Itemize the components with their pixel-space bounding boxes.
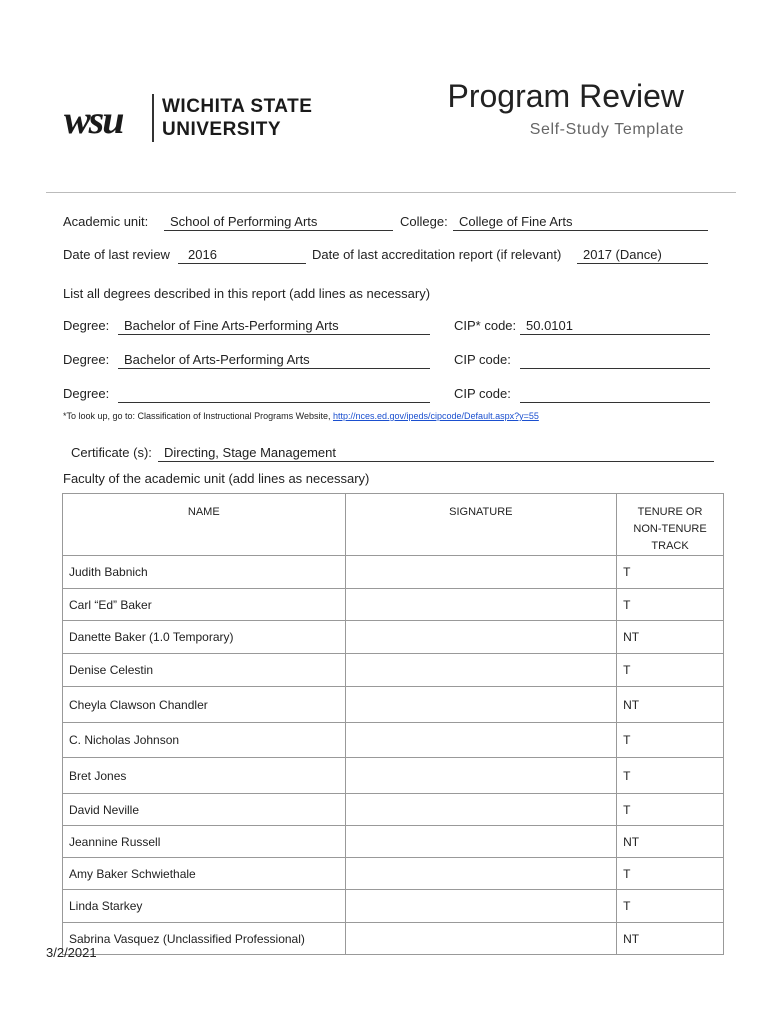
degree-field[interactable] (118, 386, 430, 403)
table-row (63, 654, 724, 687)
accreditation-field[interactable]: 2017 (Dance) (577, 247, 708, 264)
faculty-name: Carl “Ed” Baker (63, 589, 346, 621)
track-cell: T (617, 758, 724, 794)
track-cell: T (617, 589, 724, 621)
faculty-name: Judith Babnich (63, 556, 346, 589)
track-cell: T (617, 858, 724, 890)
logo-divider (152, 94, 154, 142)
faculty-name: Danette Baker (1.0 Temporary) (63, 621, 346, 654)
footer-date: 3/2/2021 (46, 945, 97, 960)
signature-cell[interactable] (345, 826, 617, 858)
track-cell: T (617, 723, 724, 758)
table-row (63, 723, 724, 758)
faculty-name: Denise Celestin (63, 654, 346, 687)
table-row (63, 687, 724, 723)
signature-cell[interactable] (345, 654, 617, 687)
track-cell: NT (617, 923, 724, 955)
signature-cell[interactable] (345, 723, 617, 758)
column-header-signature: SIGNATURE (345, 494, 617, 556)
table-header-row (63, 494, 724, 556)
signature-cell[interactable] (345, 621, 617, 654)
signature-cell[interactable] (345, 890, 617, 923)
faculty-name: David Neville (63, 794, 346, 826)
header-divider (46, 192, 736, 193)
signature-cell[interactable] (345, 758, 617, 794)
page-title: Program Review (447, 78, 684, 114)
college-label: College: (400, 214, 448, 229)
table-row (63, 858, 724, 890)
track-cell: NT (617, 687, 724, 723)
table-row (63, 923, 724, 955)
academic-unit-field[interactable]: School of Performing Arts (164, 214, 393, 231)
logo-line-2: UNIVERSITY (162, 119, 282, 140)
certificate-field[interactable]: Directing, Stage Management (158, 445, 714, 462)
track-cell: T (617, 794, 724, 826)
faculty-name: Bret Jones (63, 758, 346, 794)
faculty-name: Sabrina Vasquez (Unclassified Professional) (63, 923, 346, 955)
table-row (63, 826, 724, 858)
degree-label: Degree: (63, 352, 110, 367)
faculty-table (62, 493, 724, 955)
academic-unit-label: Academic unit: (63, 214, 149, 229)
cip-code-label: CIP code: (454, 352, 511, 367)
track-cell: NT (617, 621, 724, 654)
column-header-track: TENURE OR NON-TENURE TRACK (617, 494, 724, 556)
track-cell: T (617, 556, 724, 589)
table-row (63, 794, 724, 826)
degree-label: Degree: (63, 386, 110, 401)
logo-line-1: WICHITA STATE (162, 96, 313, 117)
cip-code-label: CIP code: (454, 386, 511, 401)
faculty-name: Jeannine Russell (63, 826, 346, 858)
faculty-name: Linda Starkey (63, 890, 346, 923)
page-subtitle: Self-Study Template (529, 121, 684, 138)
signature-cell[interactable] (345, 858, 617, 890)
cip-code-label: CIP* code: (454, 318, 517, 333)
cip-code-field[interactable]: 50.0101 (520, 318, 710, 335)
accreditation-label: Date of last accreditation report (if relevant) (312, 247, 562, 262)
cip-code-field[interactable] (520, 386, 710, 403)
degree-field[interactable]: Bachelor of Fine Arts-Performing Arts (118, 318, 430, 335)
faculty-name: Cheyla Clawson Chandler (63, 687, 346, 723)
track-cell: T (617, 890, 724, 923)
table-row (63, 758, 724, 794)
signature-cell[interactable] (345, 589, 617, 621)
signature-cell[interactable] (345, 794, 617, 826)
cip-code-field[interactable] (520, 352, 710, 369)
table-row (63, 556, 724, 589)
certificate-label: Certificate (s): (71, 445, 152, 460)
track-cell: T (617, 654, 724, 687)
degrees-heading: List all degrees described in this report (add lines as necessary) (63, 286, 431, 301)
column-header-name: NAME (63, 494, 346, 556)
cip-note-text: *To look up, go to: Classification of Instructional Programs Website, (63, 411, 333, 421)
cip-website-link[interactable]: http://nces.ed.gov/ipeds/cipcode/Default.aspx?y=55 (332, 411, 539, 421)
cip-lookup-note (63, 411, 539, 421)
last-review-label: Date of last review (63, 247, 170, 262)
logo-mark: wsu (64, 97, 123, 142)
table-row (63, 890, 724, 923)
degree-field[interactable]: Bachelor of Arts-Performing Arts (118, 352, 430, 369)
signature-cell[interactable] (345, 923, 617, 955)
table-row (63, 621, 724, 654)
faculty-name: Amy Baker Schwiethale (63, 858, 346, 890)
signature-cell[interactable] (345, 556, 617, 589)
last-review-field[interactable]: 2016 (178, 247, 306, 264)
degree-label: Degree: (63, 318, 110, 333)
table-row (63, 589, 724, 621)
faculty-heading: Faculty of the academic unit (add lines as necessary) (63, 471, 370, 486)
faculty-name: C. Nicholas Johnson (63, 723, 346, 758)
track-cell: NT (617, 826, 724, 858)
college-field[interactable]: College of Fine Arts (453, 214, 708, 231)
signature-cell[interactable] (345, 687, 617, 723)
university-logo (64, 92, 314, 152)
